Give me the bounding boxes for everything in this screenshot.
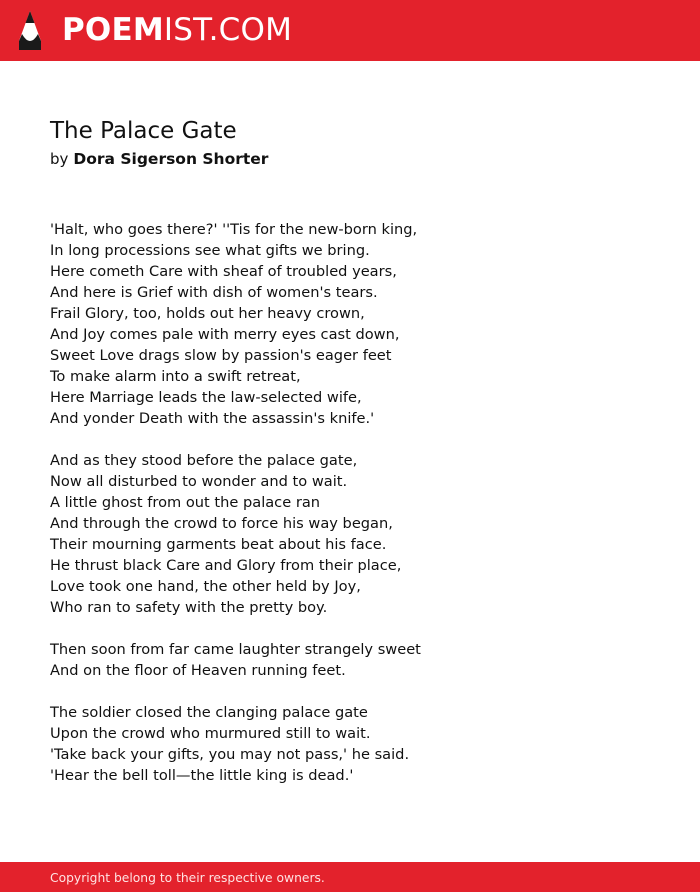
poem-line: And on the floor of Heaven running feet. bbox=[50, 662, 346, 679]
copyright-notice: Copyright belong to their respective owners. bbox=[50, 871, 325, 885]
poem-line: Here cometh Care with sheaf of troubled years, bbox=[50, 263, 397, 280]
poem-line: The soldier closed the clanging palace gate bbox=[50, 704, 368, 721]
poem-line: Here Marriage leads the law-selected wife, bbox=[50, 389, 362, 406]
poem-stanza bbox=[50, 219, 670, 429]
poem-line: 'Hear the bell toll—the little king is dead.' bbox=[50, 767, 354, 784]
poem-stanza bbox=[50, 702, 670, 786]
site-logo[interactable] bbox=[62, 13, 292, 47]
by-label: by bbox=[50, 150, 69, 168]
poem-line: He thrust black Care and Glory from their place, bbox=[50, 557, 402, 574]
poem-line: Frail Glory, too, holds out her heavy crown, bbox=[50, 305, 365, 322]
poem-line: In long processions see what gifts we bring. bbox=[50, 242, 370, 259]
logo-text-light: IST.COM bbox=[163, 12, 293, 48]
poem-line: Now all disturbed to wonder and to wait. bbox=[50, 473, 348, 490]
poem-body bbox=[50, 219, 670, 807]
site-footer bbox=[0, 862, 700, 892]
poem-line: 'Take back your gifts, you may not pass,' he said. bbox=[50, 746, 410, 763]
poem-title: The Palace Gate bbox=[50, 118, 237, 144]
poem-line: And yonder Death with the assassin's knife.' bbox=[50, 410, 375, 427]
poem-line: Who ran to safety with the pretty boy. bbox=[50, 599, 328, 616]
author-name: Dora Sigerson Shorter bbox=[73, 150, 269, 168]
poem-line: Love took one hand, the other held by Joy, bbox=[50, 578, 361, 595]
poem-line: And as they stood before the palace gate, bbox=[50, 452, 358, 469]
site-header bbox=[0, 0, 700, 61]
poem-line: Their mourning garments beat about his face. bbox=[50, 536, 387, 553]
poem-line: And through the crowd to force his way began, bbox=[50, 515, 393, 532]
poem-byline bbox=[50, 149, 268, 169]
poem-line: And here is Grief with dish of women's tears. bbox=[50, 284, 378, 301]
poem-line: A little ghost from out the palace ran bbox=[50, 494, 321, 511]
poem-stanza bbox=[50, 450, 670, 618]
poem-line: 'Halt, who goes there?' ''Tis for the new-born king, bbox=[50, 221, 418, 238]
poem-line: Then soon from far came laughter strangely sweet bbox=[50, 641, 421, 658]
logo-text-bold: POEM bbox=[62, 12, 164, 48]
pencil-tip-logo-icon[interactable] bbox=[18, 10, 42, 51]
poem-line: To make alarm into a swift retreat, bbox=[50, 368, 301, 385]
poem-line: And Joy comes pale with merry eyes cast down, bbox=[50, 326, 400, 343]
poem-line: Sweet Love drags slow by passion's eager feet bbox=[50, 347, 392, 364]
poem-line: Upon the crowd who murmured still to wait. bbox=[50, 725, 371, 742]
poem-stanza bbox=[50, 639, 670, 681]
